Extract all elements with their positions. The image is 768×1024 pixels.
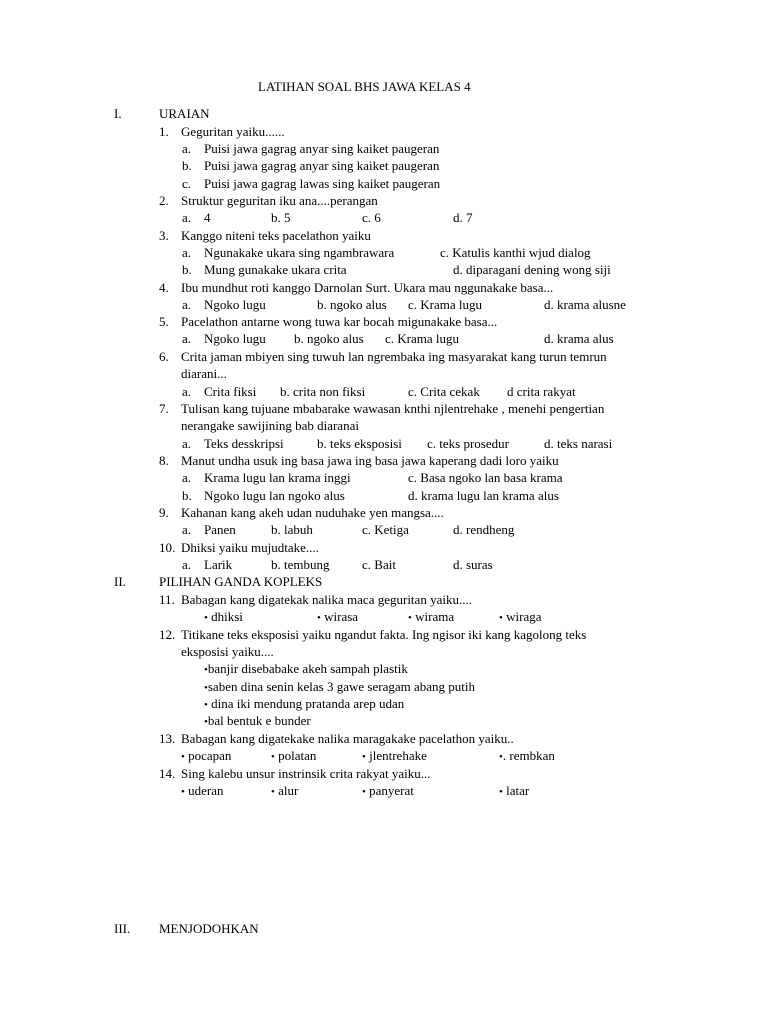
question-number: 3. [159, 228, 169, 243]
question-number: 4. [159, 280, 169, 295]
option-d: d. teks narasi [544, 436, 613, 451]
option-letter: b. [182, 488, 192, 503]
option-text: uderan [188, 783, 224, 798]
option-c: c. Crita cekak [408, 384, 480, 399]
question-number: 2. [159, 193, 169, 208]
option-letter: a. [182, 522, 192, 537]
question-text: Babagan kang digatekake nalika maragakake pacelathon yaiku.. [181, 731, 514, 746]
bullet-icon: • [271, 751, 275, 763]
option-text: panyerat [369, 783, 414, 798]
option-letter: b. [182, 262, 192, 277]
question-text-continued: nerangake sawijining bab diaranai [181, 418, 359, 433]
option-text: Puisi jawa gagrag lawas sing kaiket paugeran [204, 176, 441, 191]
option-letter: a. [182, 436, 192, 451]
question-number: 9. [159, 505, 169, 520]
question-number: 14. [159, 766, 176, 781]
option-a: Ngunakake ukara sing ngambrawara [204, 245, 395, 260]
question-text-continued: diarani... [181, 366, 227, 381]
option-letter: b. [182, 158, 192, 173]
option-d: d. krama alus [544, 331, 614, 346]
question-text: Kahanan kang akeh udan nuduhake yen mangsa.... [181, 505, 444, 520]
question-text: Babagan kang digatekak nalika maca geguritan yaiku.... [181, 592, 472, 607]
section-title: PILIHAN GANDA KOPLEKS [159, 574, 323, 589]
option-c: c. Krama lugu [385, 331, 460, 346]
option-a: Panen [204, 522, 236, 537]
bullet-icon: • [271, 786, 275, 798]
option-choice [317, 609, 358, 626]
question-number: 11. [159, 592, 175, 607]
section-title: URAIAN [159, 106, 210, 121]
bullet-icon: • [317, 612, 321, 624]
option-choice [204, 679, 475, 696]
option-text: wiraga [506, 609, 542, 624]
question-text: Titikane teks eksposisi yaiku ngandut fakta. Ing ngisor iki kang kagolong teks [181, 627, 587, 642]
question-number: 8. [159, 453, 169, 468]
question-number: 1. [159, 124, 169, 139]
option-text: dina iki mendung pratanda arep udan [207, 696, 405, 711]
option-text: jlentrehake [369, 748, 427, 763]
option-choice [181, 748, 231, 765]
option-choice [499, 748, 555, 765]
question-text: Manut undha usuk ing basa jawa ing basa jawa kaperang dadi loro yaiku [181, 453, 559, 468]
bullet-icon: • [204, 699, 208, 711]
option-d: d. krama alusne [544, 297, 626, 312]
option-c: c. 6 [362, 210, 381, 225]
option-choice [204, 696, 404, 713]
option-text: pocapan [188, 748, 232, 763]
option-c: c. Krama lugu [408, 297, 483, 312]
option-b: b. ngoko alus [294, 331, 364, 346]
question-text-continued: eksposisi yaiku.... [181, 644, 274, 659]
question-text: Pacelathon antarne wong tuwa kar bocah migunakake basa... [181, 314, 498, 329]
option-text: bal bentuk e bunder [207, 713, 311, 728]
question-text: Struktur geguritan iku ana....perangan [181, 193, 378, 208]
option-letter: a. [182, 210, 192, 225]
option-letter: a. [182, 141, 192, 156]
option-choice [181, 783, 223, 800]
option-d: d. diparagani dening wong siji [453, 262, 611, 277]
option-letter: c. [182, 176, 192, 191]
option-letter: a. [182, 331, 192, 346]
option-a: Ngoko lugu [204, 331, 266, 346]
option-b: b. tembung [271, 557, 330, 572]
option-d: d. 7 [453, 210, 473, 225]
option-choice [204, 713, 311, 730]
option-choice [362, 748, 427, 765]
option-b: b. labuh [271, 522, 313, 537]
section-numeral: I. [114, 106, 122, 121]
option-d: d crita rakyat [507, 384, 576, 399]
option-a: 4 [204, 210, 211, 225]
option-text: wirama [415, 609, 455, 624]
option-text: alur [278, 783, 299, 798]
option-a: Teks desskripsi [204, 436, 284, 451]
option-text: banjir disebabake akeh sampah plastik [207, 661, 408, 676]
bullet-icon: • [499, 786, 503, 798]
option-b: b. 5 [271, 210, 291, 225]
bullet-icon: • [499, 612, 503, 624]
question-text: Dhiksi yaiku mujudtake.... [181, 540, 319, 555]
option-text: dhiksi [211, 609, 243, 624]
option-a: Crita fiksi [204, 384, 257, 399]
bullet-icon: • [204, 682, 208, 694]
option-choice [204, 661, 408, 678]
section-numeral: II. [114, 574, 126, 589]
option-text: . rembkan [502, 748, 555, 763]
option-c: c. teks prosedur [427, 436, 509, 451]
option-text: polatan [278, 748, 317, 763]
question-number: 13. [159, 731, 176, 746]
bullet-icon: • [499, 751, 503, 763]
bullet-icon: • [362, 751, 366, 763]
bullet-icon: • [181, 786, 185, 798]
question-text: Geguritan yaiku...... [181, 124, 285, 139]
question-text: Crita jaman mbiyen sing tuwuh lan ngrembaka ing masyarakat kang turun temrun [181, 349, 607, 364]
option-c: c. Basa ngoko lan basa krama [408, 470, 563, 485]
option-letter: a. [182, 384, 192, 399]
question-text: Kanggo niteni teks pacelathon yaiku [181, 228, 371, 243]
option-text: Puisi jawa gagrag anyar sing kaiket paugeran [204, 141, 440, 156]
bullet-icon: • [362, 786, 366, 798]
bullet-icon: • [204, 612, 208, 624]
option-b: Ngoko lugu lan ngoko alus [204, 488, 345, 503]
option-choice [271, 748, 316, 765]
option-b: b. teks eksposisi [317, 436, 402, 451]
option-c: c. Bait [362, 557, 396, 572]
option-c: c. Katulis kanthi wjud dialog [440, 245, 591, 260]
option-text: latar [506, 783, 530, 798]
option-letter: a. [182, 557, 192, 572]
option-d: d. krama lugu lan krama alus [408, 488, 559, 503]
question-text: Tulisan kang tujuane mbabarake wawasan knthi njlentrehake , menehi pengertian [181, 401, 605, 416]
option-b: b. crita non fiksi [280, 384, 366, 399]
question-number: 10. [159, 540, 176, 555]
bullet-icon: • [408, 612, 412, 624]
option-text: Puisi jawa gagrag anyar sing kaiket paugeran [204, 158, 440, 173]
option-c: c. Ketiga [362, 522, 409, 537]
question-number: 6. [159, 349, 169, 364]
question-number: 5. [159, 314, 169, 329]
option-text: saben dina senin kelas 3 gawe seragam abang putih [207, 679, 475, 694]
option-letter: a. [182, 470, 192, 485]
option-choice [499, 609, 541, 626]
bullet-icon: • [204, 664, 208, 676]
question-number: 7. [159, 401, 169, 416]
question-text: Sing kalebu unsur instrinsik crita rakyat yaiku... [181, 766, 431, 781]
document-title: LATIHAN SOAL BHS JAWA KELAS 4 [258, 79, 471, 94]
option-b: b. ngoko alus [317, 297, 387, 312]
option-a: Ngoko lugu [204, 297, 266, 312]
bullet-icon: • [181, 751, 185, 763]
option-text: wirasa [324, 609, 359, 624]
option-choice [408, 609, 454, 626]
option-letter: a. [182, 297, 192, 312]
section-title: MENJODOHKAN [159, 921, 259, 936]
option-letter: a. [182, 245, 192, 260]
option-a: Larik [204, 557, 233, 572]
option-d: d. suras [453, 557, 493, 572]
option-choice [271, 783, 298, 800]
question-text: Ibu mundhut roti kanggo Darnolan Surt. Ukara mau nggunakake basa... [181, 280, 554, 295]
option-a: Krama lugu lan krama inggi [204, 470, 351, 485]
option-b: Mung gunakake ukara crita [204, 262, 347, 277]
option-choice [499, 783, 529, 800]
option-choice [362, 783, 414, 800]
option-d: d. rendheng [453, 522, 515, 537]
question-number: 12. [159, 627, 176, 642]
option-choice [204, 609, 243, 626]
section-numeral: III. [114, 921, 131, 936]
bullet-icon: • [204, 716, 208, 728]
